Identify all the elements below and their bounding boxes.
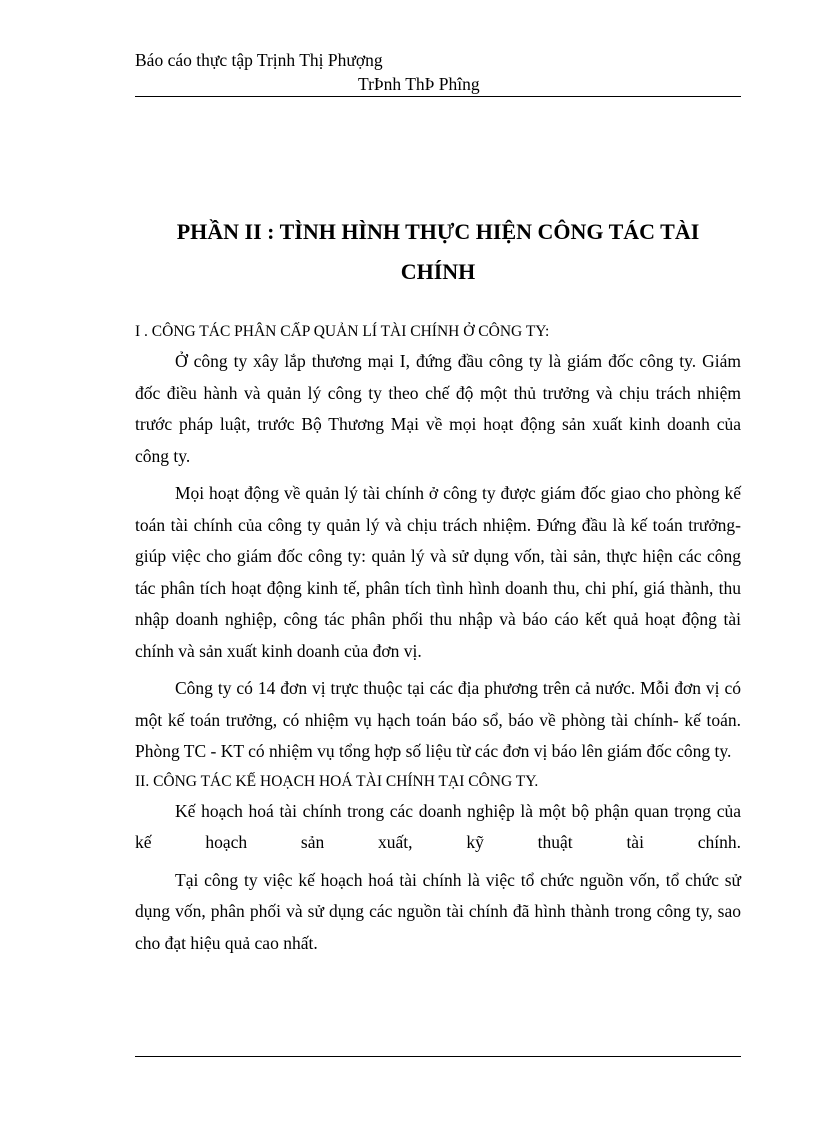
section-1-paragraph-3: Công ty có 14 đơn vị trực thuộc tại các địa phương trên cả nước. Mỗi đơn vị có một kế toán trưởng, có nhiệm vụ hạch toán báo sổ, báo về phòng tài chính- kế toán. Phòng TC - KT có nhiệm vụ tổng hợp số liệu từ các đơn vị báo lên giám đốc công ty. <box>135 678 741 761</box>
part-title <box>135 212 741 292</box>
page-header-author-garbled: TrÞnh ThÞ Phîng <box>358 74 480 94</box>
section-2-paragraph-1: Kế hoạch hoá tài chính trong các doanh nghiệp là một bộ phận quan trọng của kế hoạch sản xuất, kỹ thuật tài chính. <box>135 800 741 852</box>
section-1-heading: I . CÔNG TÁC PHÂN CẤP QUẢN LÍ TÀI CHÍNH Ở CÔNG TY: <box>135 323 550 340</box>
section-2-heading: II. CÔNG TÁC KẾ HOẠCH HOÁ TÀI CHÍNH TẠI CÔNG TY. <box>135 772 539 790</box>
header-divider <box>135 96 741 97</box>
part-title-line-2: CHÍNH <box>400 259 476 284</box>
part-title-line-1: PHẦN II : TÌNH HÌNH THỰC HIỆN CÔNG TÁC TÀI <box>176 219 700 244</box>
section-1-paragraph-1: Ở công ty xây lắp thương mại I, đứng đầu công ty là giám đốc công ty. Giám đốc điều hành và quản lý công ty theo chế độ một thủ trưởng và chịu trách nhiệm trước pháp luật, trước Bộ Thương Mại về mọi hoạt động sản xuất kinh doanh của công ty. <box>135 351 741 466</box>
document-body <box>135 318 741 959</box>
page-header-title: Báo cáo thực tập Trịnh Thị Phượng <box>135 50 383 70</box>
section-2-paragraph-2: Tại công ty việc kế hoạch hoá tài chính là việc tổ chức nguồn vốn, tổ chức sử dụng vốn, phân phối và sử dụng các nguồn tài chính đã hình thành trong công ty, sao cho đạt hiệu quả cao nhất. <box>135 869 741 953</box>
footer-divider <box>135 1056 741 1057</box>
section-1-paragraph-2: Mọi hoạt động về quản lý tài chính ở công ty được giám đốc giao cho phòng kế toán tài chính của công ty quản lý và chịu trách nhiệm. Đứng đầu là kế toán trưởng- giúp việc cho giám đốc công ty: quản lý và sử dụng vốn, tài sản, thực hiện các công tác phân tích hoạt động kinh tế, phân tích tình hình doanh thu, chi phí, giá thành, thu nhập doanh nghiệp, công tác phân phối thu nhập và báo cáo kết quả hoạt động tài chính và sản xuất kinh doanh của đơn vị. <box>135 483 741 661</box>
